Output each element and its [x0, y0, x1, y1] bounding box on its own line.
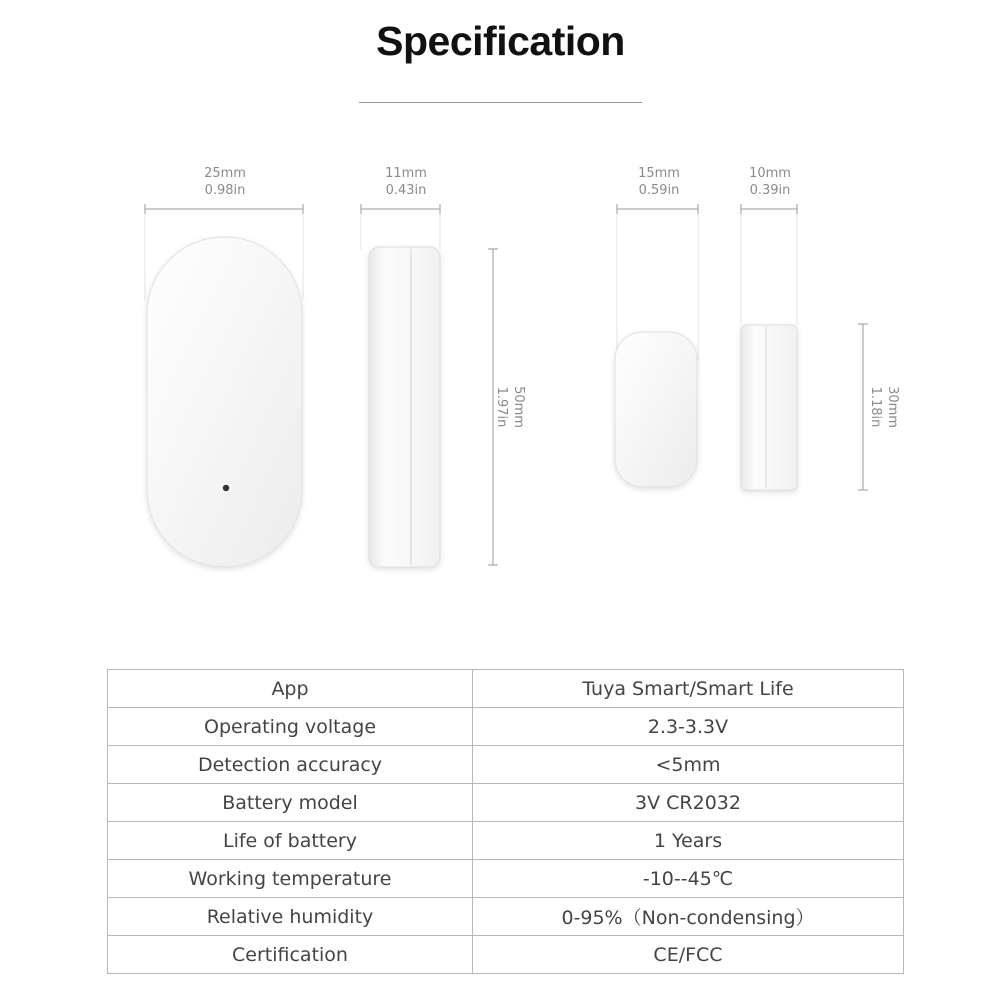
spec-table	[107, 669, 904, 974]
spec-label: Detection accuracy	[108, 746, 473, 784]
table-row	[108, 860, 904, 898]
spec-value: 1 Years	[473, 822, 904, 860]
big-width-mm: 25mm	[204, 166, 246, 181]
small-depth-label	[730, 165, 810, 199]
small-height-label	[867, 367, 901, 447]
spec-label: Operating voltage	[108, 708, 473, 746]
big-depth-in: 0.43in	[385, 183, 427, 198]
spec-label: Relative humidity	[108, 898, 473, 936]
small-width-mm: 15mm	[638, 166, 680, 181]
spec-value: 2.3-3.3V	[473, 708, 904, 746]
spec-value: CE/FCC	[473, 936, 904, 974]
big-width-label	[185, 165, 265, 199]
table-row	[108, 898, 904, 936]
spec-value: <5mm	[473, 746, 904, 784]
spec-value: 3V CR2032	[473, 784, 904, 822]
spec-value: Tuya Smart/Smart Life	[473, 670, 904, 708]
table-row	[108, 746, 904, 784]
spec-label: Battery model	[108, 784, 473, 822]
spec-value: 0-95%（Non-condensing）	[473, 898, 904, 936]
small-height-in: 1.18in	[868, 386, 883, 428]
small-depth-mm: 10mm	[749, 166, 791, 181]
small-width-label	[619, 165, 699, 199]
big-height-mm: 50mm	[511, 386, 526, 428]
big-depth-mm: 11mm	[385, 166, 427, 181]
page-title: Specification	[376, 18, 625, 64]
spec-label: Certification	[108, 936, 473, 974]
big-depth-label	[366, 165, 446, 199]
big-height-in: 1.97in	[494, 386, 509, 428]
spec-label: App	[108, 670, 473, 708]
table-row	[108, 784, 904, 822]
spec-label: Life of battery	[108, 822, 473, 860]
small-height-mm: 30mm	[885, 386, 900, 428]
spec-value: -10--45℃	[473, 860, 904, 898]
table-row	[108, 708, 904, 746]
table-row	[108, 936, 904, 974]
small-width-in: 0.59in	[638, 183, 680, 198]
small-depth-in: 0.39in	[749, 183, 791, 198]
big-width-in: 0.98in	[204, 183, 246, 198]
spec-label: Working temperature	[108, 860, 473, 898]
big-height-label	[493, 367, 527, 447]
table-row	[108, 822, 904, 860]
table-row	[108, 670, 904, 708]
